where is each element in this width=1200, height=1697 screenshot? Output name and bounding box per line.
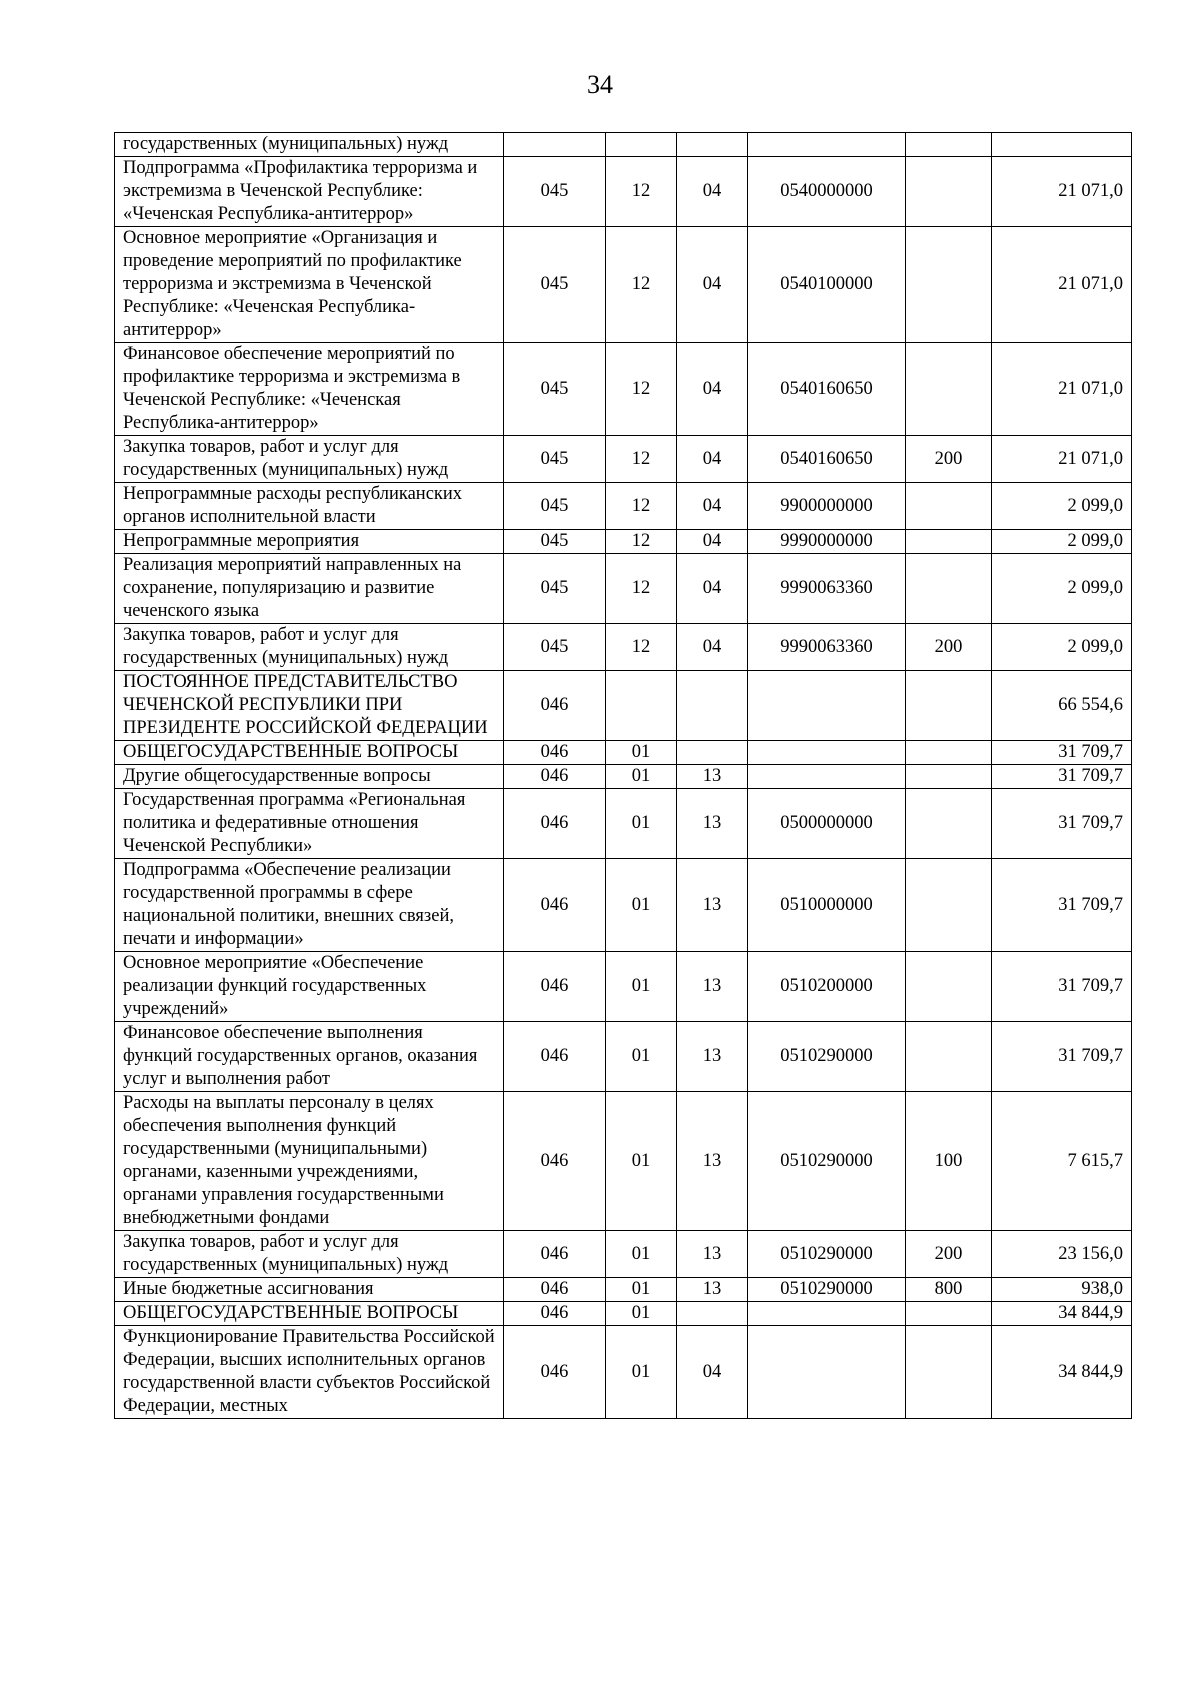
cell-ministry: 046 [504,765,606,789]
cell-ministry: 046 [504,1022,606,1092]
cell-name: Финансовое обеспечение выполнения функций государственных органов, оказания услуг и выполнения работ [115,1022,504,1092]
cell-ministry: 046 [504,1231,606,1278]
cell-expense-type [906,741,992,765]
cell-target-article: 0510290000 [748,1092,906,1231]
table-row [115,157,1132,227]
cell-expense-type [906,1302,992,1326]
cell-section: 01 [606,1326,677,1419]
cell-section: 01 [606,765,677,789]
cell-ministry: 045 [504,157,606,227]
cell-amount: 34 844,9 [992,1326,1132,1419]
table-row [115,530,1132,554]
cell-name: Основное мероприятие «Обеспечение реализации функций государственных учреждений» [115,952,504,1022]
cell-name: Непрограммные мероприятия [115,530,504,554]
cell-amount: 21 071,0 [992,157,1132,227]
cell-name: ОБЩЕГОСУДАРСТВЕННЫЕ ВОПРОСЫ [115,1302,504,1326]
table-body [115,133,1132,1419]
cell-amount: 21 071,0 [992,227,1132,343]
cell-amount: 21 071,0 [992,436,1132,483]
cell-ministry: 046 [504,1326,606,1419]
cell-subsection: 13 [677,1278,748,1302]
cell-name: Расходы на выплаты персоналу в целях обеспечения выполнения функций государственными (муниципальными) органами, казенными учреждениями, органами управления государственными внебюджетными фондами [115,1092,504,1231]
cell-name: государственных (муниципальных) нужд [115,133,504,157]
cell-section [606,671,677,741]
cell-target-article: 0510290000 [748,1231,906,1278]
cell-target-article: 0510200000 [748,952,906,1022]
cell-amount: 2 099,0 [992,483,1132,530]
cell-ministry: 046 [504,859,606,952]
cell-target-article: 0500000000 [748,789,906,859]
cell-ministry: 045 [504,554,606,624]
cell-ministry: 045 [504,624,606,671]
cell-target-article [748,1326,906,1419]
cell-name: Другие общегосударственные вопросы [115,765,504,789]
cell-name: Подпрограмма «Профилактика терроризма и экстремизма в Чеченской Республике: «Чеченская Республика-антитеррор» [115,157,504,227]
cell-target-article: 0540000000 [748,157,906,227]
cell-target-article: 0510290000 [748,1022,906,1092]
cell-subsection: 04 [677,343,748,436]
cell-section: 01 [606,741,677,765]
cell-name: Иные бюджетные ассигнования [115,1278,504,1302]
cell-expense-type: 800 [906,1278,992,1302]
table-row [115,343,1132,436]
table-row [115,436,1132,483]
cell-target-article: 0540160650 [748,343,906,436]
cell-expense-type [906,133,992,157]
table-row [115,133,1132,157]
cell-name: Подпрограмма «Обеспечение реализации государственной программы в сфере национальной политики, внешних связей, печати и информации» [115,859,504,952]
cell-expense-type: 200 [906,624,992,671]
cell-ministry: 046 [504,741,606,765]
cell-name: Государственная программа «Региональная политика и федеративные отношения Чеченской Республики» [115,789,504,859]
cell-section: 01 [606,1302,677,1326]
cell-expense-type [906,483,992,530]
cell-name: Непрограммные расходы республиканских органов исполнительной власти [115,483,504,530]
cell-expense-type [906,1022,992,1092]
cell-subsection [677,133,748,157]
cell-amount: 7 615,7 [992,1092,1132,1231]
cell-ministry: 046 [504,952,606,1022]
cell-ministry: 045 [504,227,606,343]
cell-section: 12 [606,436,677,483]
cell-subsection: 04 [677,530,748,554]
cell-section: 01 [606,1278,677,1302]
cell-section: 01 [606,859,677,952]
cell-amount: 2 099,0 [992,554,1132,624]
cell-subsection: 04 [677,554,748,624]
cell-section: 01 [606,789,677,859]
cell-amount: 21 071,0 [992,343,1132,436]
cell-expense-type [906,952,992,1022]
cell-name: Закупка товаров, работ и услуг для государственных (муниципальных) нужд [115,1231,504,1278]
cell-ministry [504,133,606,157]
cell-amount: 938,0 [992,1278,1132,1302]
cell-ministry: 045 [504,436,606,483]
cell-subsection [677,741,748,765]
cell-target-article [748,133,906,157]
cell-target-article: 9990063360 [748,624,906,671]
cell-expense-type: 200 [906,1231,992,1278]
table-row [115,1326,1132,1419]
table-row [115,671,1132,741]
table-row [115,624,1132,671]
cell-target-article: 0540160650 [748,436,906,483]
cell-subsection: 04 [677,483,748,530]
cell-target-article: 9900000000 [748,483,906,530]
cell-amount: 31 709,7 [992,952,1132,1022]
cell-section: 12 [606,227,677,343]
cell-subsection: 04 [677,624,748,671]
cell-target-article [748,1302,906,1326]
cell-subsection: 04 [677,227,748,343]
table-row [115,859,1132,952]
cell-expense-type: 100 [906,1092,992,1231]
cell-expense-type [906,227,992,343]
cell-target-article: 0510000000 [748,859,906,952]
cell-amount: 34 844,9 [992,1302,1132,1326]
cell-section: 12 [606,530,677,554]
cell-section: 01 [606,1022,677,1092]
cell-amount: 31 709,7 [992,765,1132,789]
cell-expense-type [906,157,992,227]
cell-target-article: 0510290000 [748,1278,906,1302]
cell-subsection: 13 [677,765,748,789]
cell-amount: 31 709,7 [992,789,1132,859]
cell-amount: 31 709,7 [992,741,1132,765]
cell-subsection: 13 [677,859,748,952]
cell-target-article: 9990000000 [748,530,906,554]
cell-section: 01 [606,952,677,1022]
cell-target-article [748,765,906,789]
cell-subsection: 13 [677,789,748,859]
cell-amount: 31 709,7 [992,859,1132,952]
cell-section: 01 [606,1092,677,1231]
table-row [115,554,1132,624]
cell-name: Основное мероприятие «Организация и проведение мероприятий по профилактике терроризма и экстремизма в Чеченской Республике: «Чеченская Республика-антитеррор» [115,227,504,343]
cell-subsection [677,1302,748,1326]
table-row [115,789,1132,859]
cell-name: Закупка товаров, работ и услуг для государственных (муниципальных) нужд [115,436,504,483]
cell-section [606,133,677,157]
cell-section: 12 [606,483,677,530]
cell-expense-type: 200 [906,436,992,483]
cell-subsection [677,671,748,741]
cell-subsection: 04 [677,436,748,483]
cell-subsection: 13 [677,1231,748,1278]
cell-target-article [748,741,906,765]
cell-subsection: 13 [677,1092,748,1231]
cell-subsection: 13 [677,1022,748,1092]
cell-expense-type [906,671,992,741]
table-row [115,952,1132,1022]
cell-section: 12 [606,624,677,671]
cell-amount [992,133,1132,157]
cell-ministry: 045 [504,530,606,554]
cell-target-article [748,671,906,741]
table-row [115,483,1132,530]
table-row [115,227,1132,343]
cell-section: 01 [606,1231,677,1278]
cell-subsection: 04 [677,1326,748,1419]
budget-table [114,132,1132,1419]
cell-expense-type [906,343,992,436]
cell-name: Реализация мероприятий направленных на сохранение, популяризацию и развитие чеченского языка [115,554,504,624]
page-number: 34 [587,70,613,99]
cell-name: ОБЩЕГОСУДАРСТВЕННЫЕ ВОПРОСЫ [115,741,504,765]
cell-target-article: 0540100000 [748,227,906,343]
cell-amount: 66 554,6 [992,671,1132,741]
cell-ministry: 046 [504,671,606,741]
cell-subsection: 13 [677,952,748,1022]
cell-expense-type [906,789,992,859]
table-row [115,1092,1132,1231]
cell-section: 12 [606,157,677,227]
cell-amount: 23 156,0 [992,1231,1132,1278]
cell-name: ПОСТОЯННОЕ ПРЕДСТАВИТЕЛЬСТВО ЧЕЧЕНСКОЙ РЕСПУБЛИКИ ПРИ ПРЕЗИДЕНТЕ РОССИЙСКОЙ ФЕДЕРАЦИИ [115,671,504,741]
table-row [115,1022,1132,1092]
cell-section: 12 [606,554,677,624]
cell-expense-type [906,554,992,624]
cell-ministry: 045 [504,483,606,530]
cell-target-article: 9990063360 [748,554,906,624]
cell-amount: 2 099,0 [992,624,1132,671]
table-row [115,1231,1132,1278]
cell-ministry: 046 [504,1278,606,1302]
cell-name: Закупка товаров, работ и услуг для государственных (муниципальных) нужд [115,624,504,671]
table-row [115,1302,1132,1326]
cell-ministry: 046 [504,1092,606,1231]
cell-name: Финансовое обеспечение мероприятий по профилактике терроризма и экстремизма в Чеченской Республике: «Чеченская Республика-антитеррор» [115,343,504,436]
cell-ministry: 046 [504,1302,606,1326]
cell-name: Функционирование Правительства Российской Федерации, высших исполнительных органов государственной власти субъектов Российской Федерации, местных [115,1326,504,1419]
table-row [115,741,1132,765]
table-row [115,1278,1132,1302]
cell-expense-type [906,1326,992,1419]
cell-amount: 2 099,0 [992,530,1132,554]
cell-ministry: 046 [504,789,606,859]
table-row [115,765,1132,789]
cell-expense-type [906,530,992,554]
cell-amount: 31 709,7 [992,1022,1132,1092]
cell-expense-type [906,765,992,789]
cell-expense-type [906,859,992,952]
cell-section: 12 [606,343,677,436]
cell-ministry: 045 [504,343,606,436]
cell-subsection: 04 [677,157,748,227]
